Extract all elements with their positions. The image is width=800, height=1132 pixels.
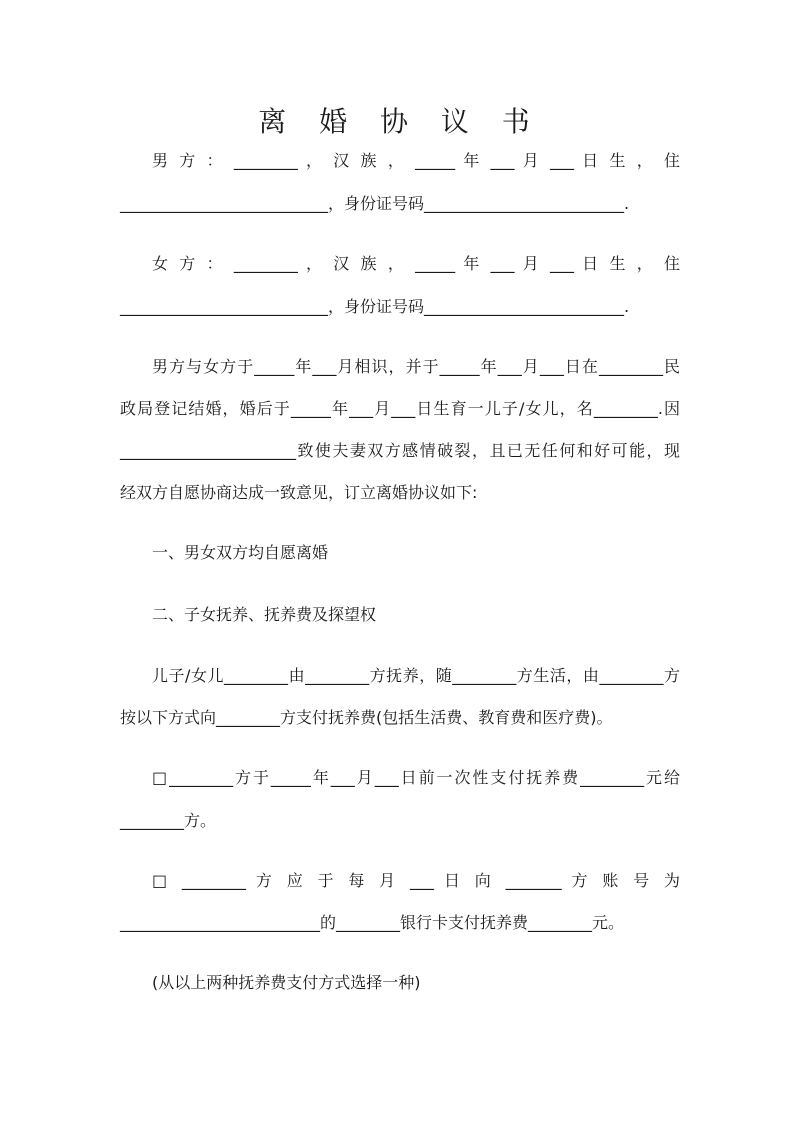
section-heading-1: 一、男女双方均自愿离婚 bbox=[152, 543, 329, 562]
option-lump-sum-line1: □________方于_____年___月___日前一次性支付抚养费________元给 bbox=[152, 768, 680, 787]
paragraph-male-party-line1: 男 方 ： ________ ， 汉 族 ， _____ 年 ___ 月 ___ 日 生 ， 住 bbox=[152, 151, 680, 170]
paragraph-intro-line1: 男方与女方于_____年___月相识，并于_____年___月___日在________民 bbox=[152, 357, 680, 376]
paragraph-custody-line1: 儿子/女儿________由________方抚养，随________方生活，由________方 bbox=[152, 666, 680, 685]
paragraph-intro-line3: ______________________致使夫妻双方感情破裂，且已无任何和好可能，现 bbox=[120, 441, 680, 460]
option-monthly-line1: □ ________ 方 应 于 每 月 ___ 日 向 _______ 方 账 号 为 bbox=[152, 871, 680, 890]
paragraph-female-party-line2: __________________________，身份证号码_________________________. bbox=[120, 297, 630, 316]
option-monthly-line2: _________________________的________银行卡支付抚养费________元。 bbox=[120, 913, 625, 932]
paragraph-female-party-line1: 女 方 ： ________ ， 汉 族 ， _____ 年 ___ 月 ___ 日 生 ， 住 bbox=[152, 254, 680, 273]
paragraph-custody-line2: 按以下方式向________方支付抚养费(包括生活费、教育费和医疗费)。 bbox=[120, 708, 613, 727]
paragraph-male-party-line2: __________________________，身份证号码_________________________. bbox=[120, 194, 630, 213]
payment-method-note: (从以上两种抚养费支付方式选择一种) bbox=[152, 973, 421, 992]
section-heading-2: 二、子女抚养、抚养费及探望权 bbox=[152, 605, 377, 624]
document-title: 离 婚 协 议 书 bbox=[258, 105, 542, 138]
paragraph-intro-line4: 经双方自愿协商达成一致意见，订立离婚协议如下: bbox=[120, 483, 478, 502]
option-lump-sum-line2: ________方。 bbox=[120, 811, 217, 830]
paragraph-intro-line2: 政局登记结婚，婚后于_____年___月___日生育一儿子/女儿，名________.因 bbox=[120, 399, 680, 418]
